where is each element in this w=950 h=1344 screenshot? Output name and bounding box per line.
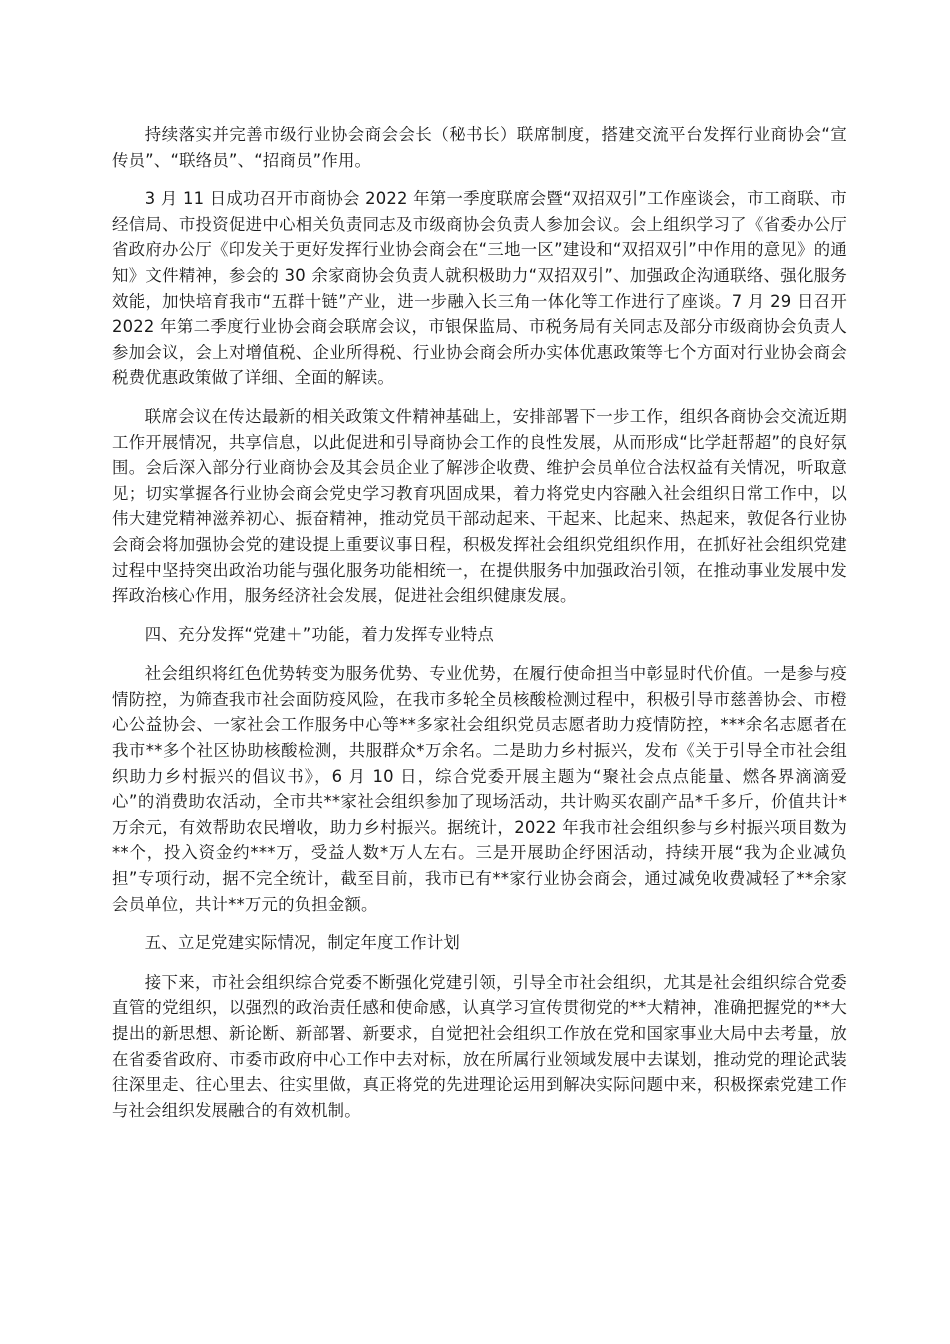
paragraph-next-steps: 接下来，市社会组织综合党委不断强化党建引领，引导全市社会组织，尤其是社会组织综合党委直管的党组织，以强烈的政治责任感和使命感，认真学习宣传贯彻党的**大精神，准确把握党的**大提出的新思想、新论断、新部署、新要求，自觉把社会组织工作放在党和国家事业大局中去考量，放在省委省政府、市委市政府中心工作中去对标，放在所属行业领域发展中去谋划，推动党的理论武装往深里走、往心里去、往实里做，真正将党的先进理论运用到解决实际问题中来，积极探索党建工作与社会组织发展融合的有效机制。 <box>112 972 847 1120</box>
paragraph-joint-meetings: 3 月 11 日成功召开市商协会 2022 年第一季度联席会暨“双招双引”工作座谈会，市工商联、市经信局、市投资促进中心相关负责同志及市级商协会负责人参加会议。会上组织学习了《省委办公厅省政府办公厅《印发关于更好发挥行业协会商会在“三地一区”建设和“双招双引”中作用的意见》的通知》文件精神，参会的 30 余家商协会负责人就积极助力“双招双引”、加强政企沟通联络、强化服务效能，加快培育我市“五群十链”产业，进一步融入长三角一体化等工作进行了座谈。7 月 29 日召开 2022 年第二季度行业协会商会联席会议，市银保监局、市税务局有关同志及部分市级商协会负责人参加会议，会上对增值税、企业所得税、行业协会商会所办实体优惠政策等七个方面对行业协会商会税费优惠政策做了详细、全面的解读。 <box>112 189 847 388</box>
paragraph-meeting-outcomes: 联席会议在传达最新的相关政策文件精神基础上，安排部署下一步工作，组织各商协会交流近期工作开展情况，共享信息，以此促进和引导商协会工作的良性发展，从而形成“比学赶帮超”的良好氛围。会后深入部分行业商协会及其会员企业了解涉企收费、维护会员单位合法权益有关情况，听取意见；切实掌握各行业协会商会党史学习教育巩固成果，着力将党史内容融入社会组织日常工作中，以伟大建党精神滋养初心、振奋精神，推动党员干部动起来、干起来、比起来、热起来，敦促各行业协会商会将加强协会党的建设提上重要议事日程，积极发挥社会组织党组织作用，在抓好社会组织党建过程中坚持突出政治功能与强化服务功能相统一，在提供服务中加强政治引领，在推动事业发展中发挥政治核心作用，服务经济社会发展，促进社会组织健康发展。 <box>112 406 847 606</box>
section-heading-four: 四、充分发挥“党建＋”功能，着力发挥专业特点 <box>144 624 494 644</box>
paragraph-service-advantages: 社会组织将红色优势转变为服务优势、专业优势，在履行使命担当中彰显时代价值。一是参与疫情防控，为筛查我市社会面防疫风险，在我市多轮全员核酸检测过程中，积极引导市慈善协会、市橙心公益协会、一家社会工作服务中心等**多家社会组织党员志愿者助力疫情防控，***余名志愿者在我市**多个社区协助核酸检测，共服群众*万余名。二是助力乡村振兴，发布《关于引导全市社会组织助力乡村振兴的倡议书》，6 月 10 日，综合党委开展主题为“聚社会点点能量、燃各界滴滴爱心”的消费助农活动，全市共**家社会组织参加了现场活动，共计购买农副产品*千多斤，价值共计*万余元，有效帮助农民增收，助力乡村振兴。据统计，2022 年我市社会组织参与乡村振兴项目数为**个，投入资金约***万，受益人数*万人左右。三是开展助企纾困活动，持续开展“我为企业减负担”专项行动，据不完全统计，截至目前，我市已有**家行业协会商会，通过减免收费减轻了**余家会员单位，共计**万元的负担金额。 <box>112 664 847 914</box>
section-heading-five: 五、立足党建实际情况，制定年度工作计划 <box>144 933 461 953</box>
document-page <box>112 122 847 1136</box>
paragraph-industry-association-system: 持续落实并完善市级行业协会商会会长（秘书长）联席制度，搭建交流平台发挥行业商协会“宣传员”、“联络员”、“招商员”作用。 <box>112 125 847 170</box>
